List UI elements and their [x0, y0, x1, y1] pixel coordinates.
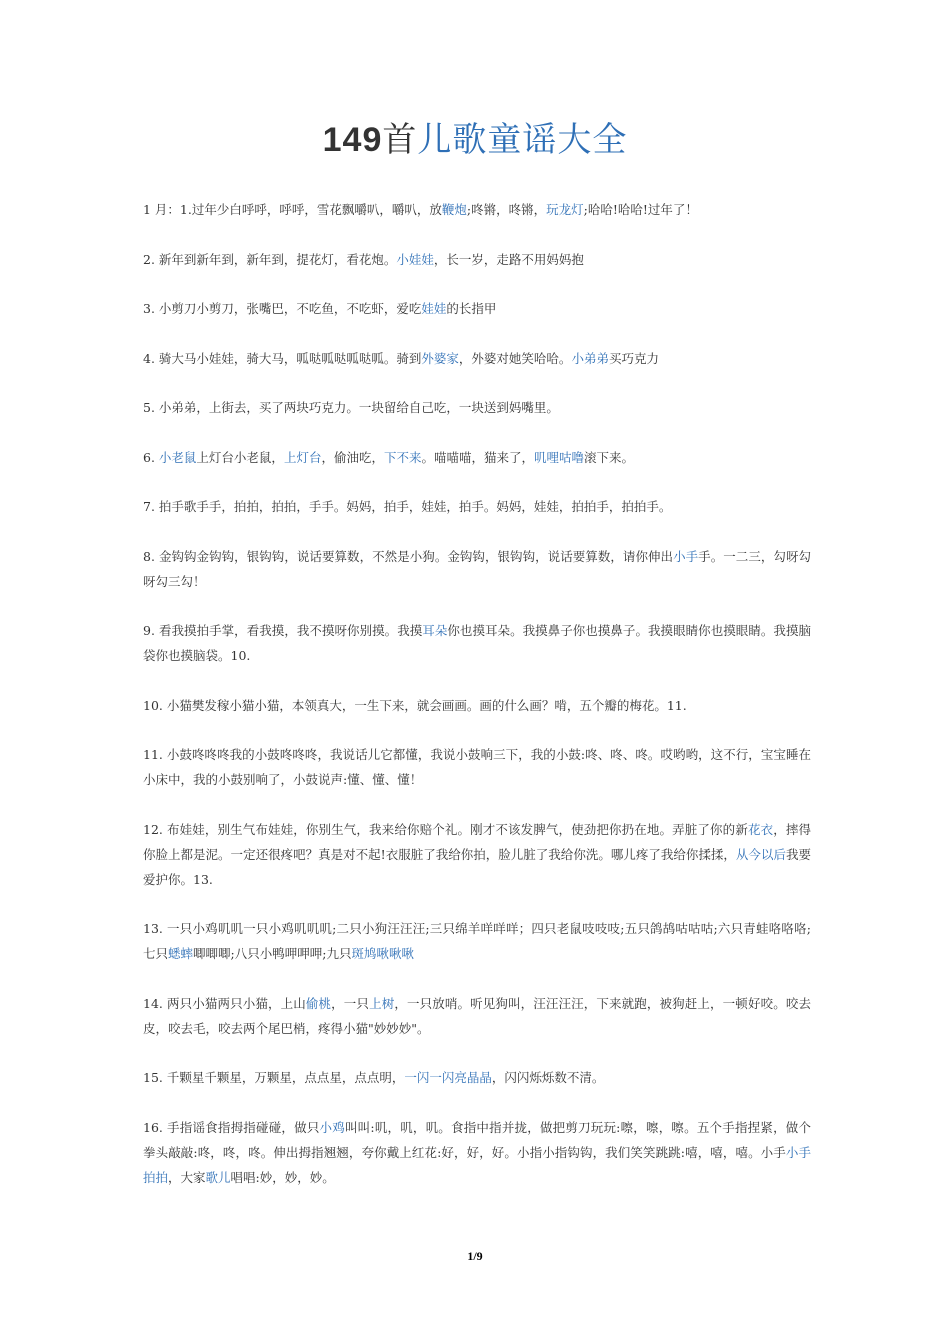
text-segment: 12. 布娃娃，别生气布娃娃，你别生气，我来给你赔个礼。刚才不该发脾气，使劲把你扔在地。弄脏了你的新	[143, 821, 748, 837]
song-paragraph	[143, 817, 811, 892]
text-segment: 唱唱:妙，妙，妙。	[230, 1169, 335, 1185]
inline-link[interactable]: 耳朵	[422, 623, 448, 638]
song-paragraph	[143, 1115, 811, 1190]
text-segment: 16. 手指谣食指拇指碰碰，做只	[143, 1119, 320, 1135]
inline-link[interactable]: 鞭炮	[441, 202, 467, 217]
inline-link[interactable]: 上灯台	[283, 449, 322, 465]
text-segment: 15. 千颗星千颗星，万颗星，点点星，点点明，	[143, 1070, 405, 1085]
song-paragraph	[143, 494, 811, 519]
title-link[interactable]: 儿歌童谣大全	[417, 120, 628, 160]
text-segment: ;哈哈!哈哈!过年了！	[583, 202, 698, 217]
song-paragraph	[143, 544, 811, 594]
inline-link[interactable]: 小鸡	[319, 1119, 345, 1135]
song-paragraph	[143, 991, 811, 1041]
text-segment: 你也摸耳朵。我摸鼻子你也摸鼻子。我摸眼睛你也摸眼睛。我摸脑袋你也摸脑袋。10.	[143, 623, 811, 663]
inline-link[interactable]: 叽哩咕噜	[534, 449, 585, 465]
text-segment: 我要爱护你。13.	[143, 846, 811, 887]
text-segment: 4. 骑大马小娃娃，骑大马，呱哒呱哒呱哒呱。骑到	[143, 350, 422, 366]
text-segment: ，偷油吃，	[321, 449, 384, 465]
text-segment: 3. 小剪刀小剪刀，张嘴巴，不吃鱼，不吃虾，爱吃	[143, 301, 422, 316]
inline-link[interactable]: 偷桃	[305, 995, 332, 1011]
text-segment: 手。一二三，勾呀勾呀勾三勾！	[143, 548, 811, 589]
inline-link[interactable]: 从今以后	[735, 846, 786, 862]
song-paragraph	[143, 445, 811, 470]
song-paragraph	[143, 618, 811, 668]
text-segment: ，摔得你脸上都是泥。一定还很疼吧？真是对不起!衣服脏了我给你拍，脸儿脏了我给你洗。哪儿疼了我给你揉揉，	[143, 821, 811, 862]
song-paragraph	[143, 296, 811, 321]
text-segment: 11. 小鼓咚咚咚我的小鼓咚咚咚，我说话儿它都懂，我说小鼓响三下，我的小鼓:咚、咚、咚。哎哟哟，这不行，宝宝睡在小床中，我的小鼓别响了，小鼓说声:懂、懂、懂！	[143, 747, 811, 787]
text-segment: 6.	[143, 449, 159, 465]
text-segment: ，大家	[168, 1169, 206, 1185]
text-segment: 10. 小猫樊发稼小猫小猫，本领真大，一生下来，就会画画。画的什么画？啃，五个瓣的梅花。11.	[143, 697, 687, 713]
inline-link[interactable]: 娃娃	[421, 301, 447, 316]
text-segment: 滚下来。	[584, 449, 635, 465]
text-segment: 5. 小弟弟，上街去，买了两块巧克力。一块留给自己吃，一块送到妈嘴里。	[143, 400, 559, 415]
text-segment: 。喵喵喵，猫来了，	[421, 449, 534, 465]
text-segment: 买巧克力	[608, 350, 659, 366]
inline-link[interactable]: 花衣	[747, 821, 774, 837]
inline-link[interactable]: 一闪一闪亮晶晶	[404, 1070, 492, 1085]
page-title	[0, 112, 950, 161]
inline-link[interactable]: 外婆家	[421, 350, 459, 366]
inline-link[interactable]: 蟋蟀	[168, 946, 194, 961]
inline-link[interactable]: 斑鸠啾啾啾	[351, 946, 414, 961]
inline-link[interactable]: 下不来	[383, 449, 422, 465]
song-paragraph	[143, 247, 811, 272]
title-part1: 首	[382, 120, 418, 160]
text-segment: ，闪闪烁烁数不清。	[491, 1070, 605, 1085]
inline-link[interactable]: 小手	[673, 548, 699, 564]
text-segment: 的长指甲	[446, 301, 497, 316]
title-number: 149	[322, 121, 383, 159]
song-paragraph	[143, 916, 811, 966]
text-segment: 上灯台小老鼠，	[196, 449, 284, 465]
song-paragraph	[143, 693, 811, 718]
text-segment: ，一只放哨。听见狗叫，汪汪汪汪，下来就跑，被狗赶上，一顿好咬。咬去皮，咬去毛，咬去两个尾巴梢，疼得小猫"妙妙妙"。	[143, 995, 811, 1036]
inline-link[interactable]: 小娃娃	[396, 251, 434, 267]
text-segment: ;咚锵，咚锵，	[466, 202, 547, 217]
inline-link[interactable]: 小弟弟	[571, 350, 609, 366]
inline-link[interactable]: 玩龙灯	[546, 202, 584, 217]
song-paragraph	[143, 1065, 811, 1090]
text-segment: 8. 金钩钩金钩钩，银钩钩，说话要算数，不然是小狗。金钩钩，银钩钩，说话要算数，请你伸出	[143, 548, 674, 564]
text-segment: 13. 一只小鸡叽叽一只小鸡叽叽叽;二只小狗汪汪汪;三只绵羊咩咩咩；四只老鼠吱吱吱;五只鸽鸪咕咕咕;六只青蛙咯咯咯;七只	[143, 921, 811, 961]
text-segment: ，外婆对她笑哈哈。	[458, 350, 572, 366]
inline-link[interactable]: 小手拍拍	[143, 1144, 811, 1185]
text-segment: 叫叫:叽，叽，叽。食指中指并拢，做把剪刀玩玩:嚓，嚓，嚓。五个手指捏紧，做个拳头敲敲:咚，咚，咚。伸出拇指翘翘，夸你戴上红花:好，好，好。小指小指钩钩，我们笑笑跳跳:嘻，嘻，嘻。小手	[143, 1119, 811, 1160]
text-segment: 2. 新年到新年到，新年到，提花灯，看花炮。	[143, 251, 397, 267]
song-paragraph	[143, 197, 811, 222]
text-segment: 1 月：1.过年少白呼呼，呼呼，雪花飘嚼叭，嚼叭，放	[143, 202, 442, 217]
text-segment: ，一只	[331, 995, 370, 1011]
page-number: 1/9	[467, 1249, 483, 1263]
song-paragraph	[143, 395, 811, 420]
inline-link[interactable]: 上树	[369, 995, 395, 1011]
inline-link[interactable]: 小老鼠	[158, 449, 197, 465]
text-segment: 14. 两只小猫两只小猫，上山	[143, 995, 306, 1011]
text-segment: 7. 拍手歌手手，拍拍，拍拍，手手。妈妈，拍手，娃娃，拍手。妈妈，娃娃，拍拍手，拍拍手。	[143, 499, 672, 514]
document-body	[143, 197, 811, 1214]
song-paragraph	[143, 742, 811, 792]
text-segment: 唧唧唧;八只小鸭呷呷呷;九只	[193, 946, 352, 961]
song-paragraph	[143, 346, 811, 371]
text-segment: ，长一岁，走路不用妈妈抱	[433, 251, 584, 267]
text-segment: 9. 看我摸拍手掌，看我摸，我不摸呀你别摸。我摸	[143, 623, 423, 638]
inline-link[interactable]: 歌儿	[205, 1169, 231, 1185]
